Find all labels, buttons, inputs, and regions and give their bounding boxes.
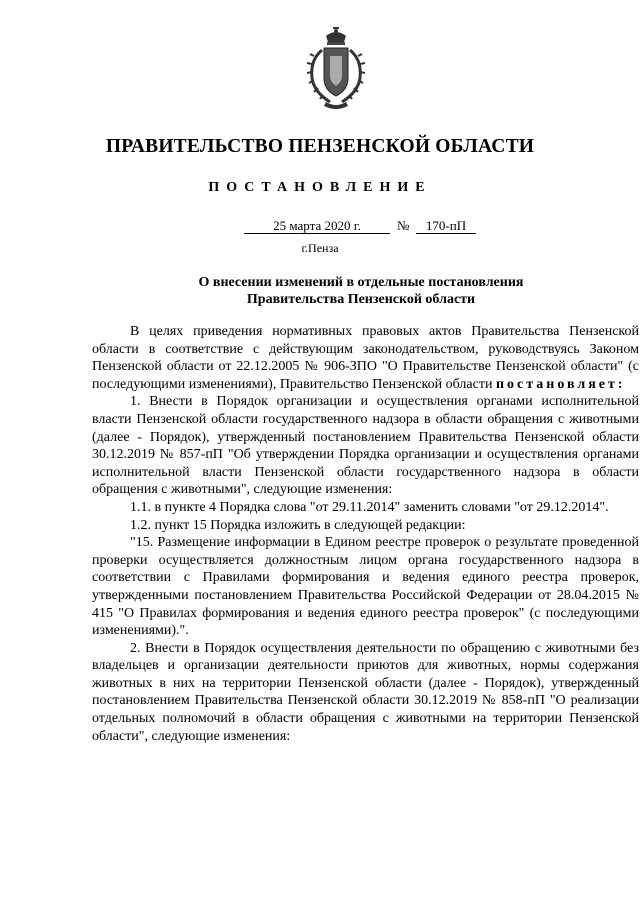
document-subject <box>0 274 640 308</box>
number-sign: № <box>397 218 410 233</box>
decree-word: постановляет: <box>495 376 626 392</box>
paragraph-item-1-1: 1.1. в пункте 4 Порядка слова "от 29.11.2014" заменить словами "от 29.12.2014". <box>130 499 609 515</box>
paragraph-item-1-2: 1.2. пункт 15 Порядка изложить в следующей редакции: <box>130 517 466 533</box>
document-body <box>92 323 639 745</box>
document-type-heading: ПОСТАНОВЛЕНИЕ <box>208 180 432 195</box>
subject-line-1: О внесении изменений в отдельные постановления <box>198 275 524 290</box>
paragraph-item-2: 2. Внести в Порядок осуществления деятельности по обращению с животными без владельцев и организации деятельности приютов для животных, нормы содержания животных в них на территории Пензенской области (далее - Порядок), утвержденный постановлением Правительства Пензенской области 30.12.2019 № 858-пП "О реализации отдельных полномочий в области обращения с животными на территории Пензенской области", следующие изменения: <box>92 640 639 744</box>
paragraph-item-1: 1. Внести в Порядок организации и осуществления органами исполнительной власти Пензенской области государственного надзора в области обращения с животными (далее - Порядок), утвержденный постановлением Правительства Пензенской области 30.12.2019 № 857-пП "Об утверждении Порядка организации и осуществления органами исполнительной власти Пензенской области государственного надзора в области обращения с животными", следующие изменения: <box>92 394 639 498</box>
paragraph-item-15-text: "15. Размещение информации в Едином реестре проверок о результате проведенной проверки осуществляется должностным лицом органа государственного надзора в соответствии с Правилами формирования и ведения единого реестра проверок, утвержденными постановлением Правительства Российской Федерации от 28.04.2015 № 415 "О Правилах формирования и ведения единого реестра проверок" (с последующими изменениями).". <box>92 535 639 639</box>
organization-title: ПРАВИТЕЛЬСТВО ПЕНЗЕНСКОЙ ОБЛАСТИ <box>105 136 535 157</box>
city-label: г.Пенза <box>301 241 339 255</box>
subject-line-2: Правительства Пензенской области <box>246 292 476 307</box>
paragraph-preamble <box>92 323 639 393</box>
document-date: 25 марта 2020 г. <box>244 218 390 234</box>
document-number: 170-пП <box>416 218 476 234</box>
preamble-text: В целях приведения нормативных правовых актов Правительства Пензенской области в соответствие с действующим законодательством, руководствуясь Законом Пензенской области от 22.12.2005 № 906-ЗПО "О Правительстве Пензенской области" (с последующими изменениями), Правительство Пензенской области <box>92 324 639 392</box>
coat-of-arms-emblem <box>300 26 372 110</box>
